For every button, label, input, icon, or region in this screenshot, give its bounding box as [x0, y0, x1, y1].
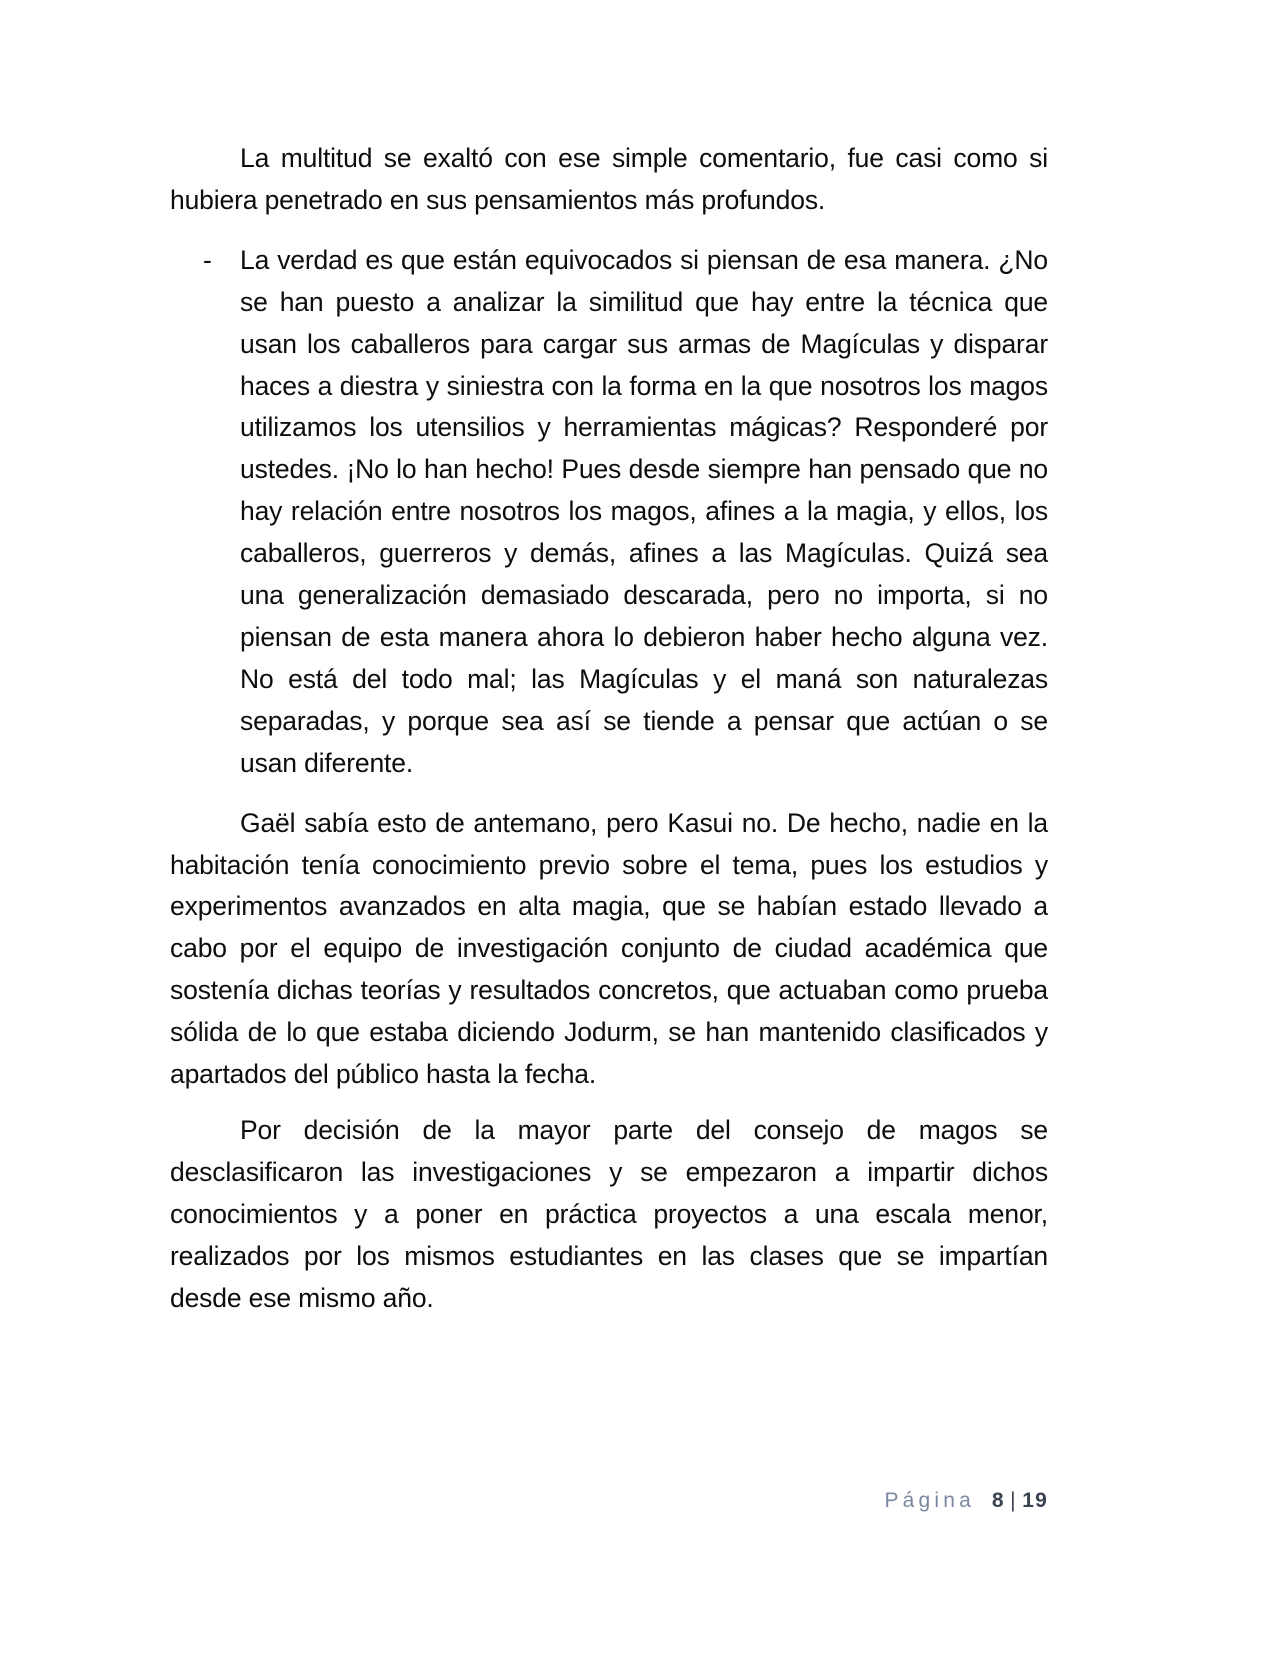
paragraph-intro: La multitud se exaltó con ese simple comentario, fue casi como si hubiera penetrado en sus pensamientos más profundos.	[170, 143, 1048, 215]
list-item	[170, 240, 1048, 785]
paragraph-gael: Gaël sabía esto de antemano, pero Kasui no. De hecho, nadie en la habitación tenía conocimiento previo sobre el tema, pues los estudios y experimentos avanzados en alta magia, que se habían estado llevado a cabo por el equipo de investigación conjunto de ciudad académica que sostenía dichas teorías y resultados concretos, que actuaban como prueba sólida de lo que estaba diciendo Jodurm, se han mantenido clasificados y apartados del público hasta la fecha.	[170, 807, 1048, 1090]
paragraph-gap	[170, 222, 1048, 240]
footer-separator: |	[1010, 1489, 1023, 1512]
paragraph-consejo: Por decisión de la mayor parte del consejo de magos se desclasificaron las investigaciones y se empezaron a impartir dichos conocimientos y a poner en práctica proyectos a una escala menor, realizados por los mismos estudiantes en las clases que se impartían desde ese mismo año.	[170, 1114, 1048, 1313]
list-item-text: La verdad es que están equivocados si piensan de esa manera. ¿No se han puesto a analizar la similitud que hay entre la técnica que usan los caballeros para cargar sus armas de Magículas y disparar haces a diestra y siniestra con la forma en la que nosotros los magos utilizamos los utensilios y herramientas mágicas? Responderé por ustedes. ¡No lo han hecho! Pues desde siempre han pensado que no hay relación entre nosotros los magos, afines a la magia, y ellos, los caballeros, guerreros y demás, afines a las Magículas. Quizá sea una generalización demasiado descarada, pero no importa, si no piensan de esta manera ahora lo debieron haber hecho alguna vez. No está del todo mal; las Magículas y el maná son naturalezas separadas, y porque sea así se tiende a pensar que actúan o se usan diferente.	[240, 244, 1048, 778]
paragraph-gap	[170, 1096, 1048, 1110]
paragraph-gap	[170, 785, 1048, 803]
footer-total-pages: 19	[1022, 1489, 1048, 1512]
footer-current-page: 8	[991, 1489, 1011, 1512]
page-content	[170, 138, 1048, 1319]
page-footer	[170, 1486, 1048, 1516]
dash-bullet-marker: -	[203, 244, 212, 275]
footer-page-label: Página	[884, 1489, 992, 1512]
